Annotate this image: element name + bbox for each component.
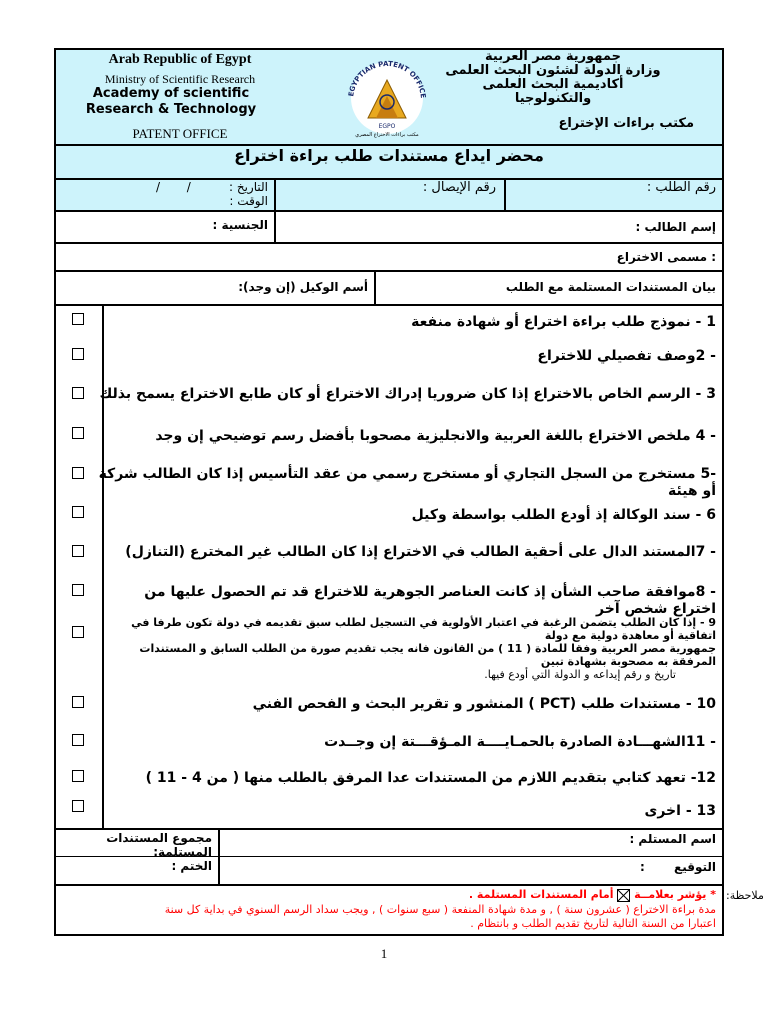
- item-10: 10 - مستندات طلب (PCT ) المنشور و تقرير البحث و الفحص الفني: [252, 696, 716, 712]
- item-9-checkbox[interactable]: [72, 626, 84, 638]
- patent-office-logo: [336, 56, 438, 138]
- docs-total-label: مجموع المستندات المستلمة:: [106, 831, 212, 859]
- item-10-checkbox[interactable]: [72, 696, 84, 708]
- en-academy: Academy of scientific Research & Technology: [85, 86, 257, 117]
- note-label: ملاحظة:: [726, 889, 764, 902]
- invention-title-label: : مسمى الاختراع: [616, 250, 716, 264]
- item-4-checkbox[interactable]: [72, 427, 84, 439]
- item-13: 13 - اخرى: [644, 803, 716, 819]
- item-7-checkbox[interactable]: [72, 545, 84, 557]
- ar-office: مكتب براءات الإختراع: [558, 116, 694, 131]
- form-title: محضر ايداع مستندات طلب براءة اختراع: [234, 146, 544, 165]
- item-6: 6 - سند الوكالة إذ أودع الطلب بواسطة وكيل: [411, 507, 716, 523]
- note-mark: يؤشر بعلامــة: [634, 888, 707, 901]
- item-9-line-1: 9 - إذا كان الطلب يتضمن الرغبة في اعتبار الأولوية في التسجيل لطلب سبق تقديمه في دولة تكون طرفا في اتفاقية أو معاهدة دولية مع دولة: [131, 616, 716, 642]
- ar-country: جمهورية مصر العربية: [485, 49, 621, 64]
- page-number: 1: [380, 946, 388, 961]
- en-office: PATENT OFFICE: [132, 126, 228, 141]
- en-ministry: Ministry of Scientific Research: [104, 72, 256, 86]
- item-12: 12- تعهد كتابي بتقديم اللازم من المستندات عدا المرفق بالطلب منها ( من 4 - 11 ): [145, 770, 716, 786]
- svg-text:مكتب براءات الاختراع المصري: مكتب براءات الاختراع المصري: [355, 132, 419, 138]
- item-11-checkbox[interactable]: [72, 734, 84, 746]
- note-line-2: مدة براءة الاختراع ( عشرون سنة ) , و مدة شهادة المنفعة ( سبع سنوات ) , ويجب سداد الرسم السنوي في بداية كل سنة: [164, 903, 716, 916]
- item-5-checkbox[interactable]: [72, 467, 84, 479]
- receiver-name-label: اسم المستلم :: [629, 832, 716, 846]
- ar-tech: والتكنولوجيا: [514, 91, 592, 106]
- ar-letterhead: [428, 50, 678, 106]
- signature-label: التوقيع :: [639, 860, 716, 874]
- ar-academy: أكاديمية البحث العلمى: [482, 77, 624, 92]
- request-info-row: [54, 178, 724, 212]
- agent-name-label: أسم الوكيل (إن وجد):: [238, 280, 368, 294]
- ar-ministry: وزارة الدولة لشئون البحث العلمى: [445, 63, 661, 78]
- date-label: التاريخ :: [228, 180, 268, 194]
- item-2-checkbox[interactable]: [72, 348, 84, 360]
- item-9-line-3: تاريخ و رقم إيداعه و الدولة التي أودع فيها.: [484, 668, 676, 681]
- crossed-box-icon: [617, 889, 630, 902]
- time-label: الوقت :: [229, 194, 268, 208]
- request-number-label: رقم الطلب :: [646, 180, 716, 195]
- document-checklist: [54, 304, 724, 830]
- item-11: - 11الشهـــادة الصادرة بالحمـايــــة المـؤقـــتة إن وجــدت: [324, 734, 716, 750]
- svg-text:EGYPTIAN PATENT OFFICE: EGYPTIAN PATENT OFFICE: [347, 59, 428, 99]
- docs-statement-label: بيان المستندات المستلمة مع الطلب: [505, 280, 716, 294]
- stamp-label: الختم :: [171, 859, 212, 873]
- receipt-number-label: رقم الإيصال :: [422, 180, 496, 195]
- nationality-label: الجنسية :: [212, 218, 268, 232]
- en-country: Arab Republic of Egypt: [108, 52, 252, 67]
- item-3: 3 - الرسم الخاص بالاختراع إذا كان ضروريا إدراك الاختراع أو كان طابع الاختراع يسمح بذلك: [99, 386, 716, 402]
- item-5: -5 مستخرج من السجل التجاري أو مستخرج رسمي من عقد التأسيس إذا كان الطالب شركة أو هيئة: [98, 466, 716, 499]
- item-1: 1 - نموذج طلب براءة اختراع أو شهادة منفعة: [411, 314, 716, 330]
- item-1-checkbox[interactable]: [72, 313, 84, 325]
- note-line-1: [469, 888, 716, 902]
- item-4: - 4 ملخص الاختراع باللغة العربية والانجليزية مصحوبا بأفضل رسم توضيحي إن وجد: [155, 428, 716, 444]
- item-7: - 7المستند الدال على أحقية الطالب في الاختراع إذا كان الطالب غير المخترع (التنازل): [125, 544, 716, 560]
- item-8-checkbox[interactable]: [72, 584, 84, 596]
- item-9-line-2: جمهورية مصر العربية وفقا للمادة ( 11 ) من القانون فانه يجب تقديم صورة من الطلب السابق و المستندات المرفقة به مصحوبة بشهادة تبين: [139, 642, 716, 668]
- item-9: [104, 616, 716, 681]
- item-13-checkbox[interactable]: [72, 800, 84, 812]
- note-front: أمام المستندات المستلمة .: [468, 888, 614, 901]
- svg-text:EGPO: EGPO: [378, 123, 396, 130]
- note-line-3: اعتبارا من السنة التالية لتاريخ تقديم الطلب و بانتظام .: [470, 917, 716, 930]
- item-3-checkbox[interactable]: [72, 387, 84, 399]
- item-2: - 2وصف تفصيلي للاختراع: [537, 348, 716, 364]
- applicant-row: [54, 210, 724, 244]
- item-8: - 8موافقة صاحب الشأن إذ كانت العناصر الجوهرية للاختراع قد تم الحصول عليها من اختراع شخص آخر: [144, 584, 716, 617]
- date-slashes: / /: [156, 180, 191, 194]
- item-6-checkbox[interactable]: [72, 506, 84, 518]
- note-star: *: [710, 888, 716, 901]
- applicant-name-label: إسم الطالب :: [635, 220, 716, 234]
- item-12-checkbox[interactable]: [72, 770, 84, 782]
